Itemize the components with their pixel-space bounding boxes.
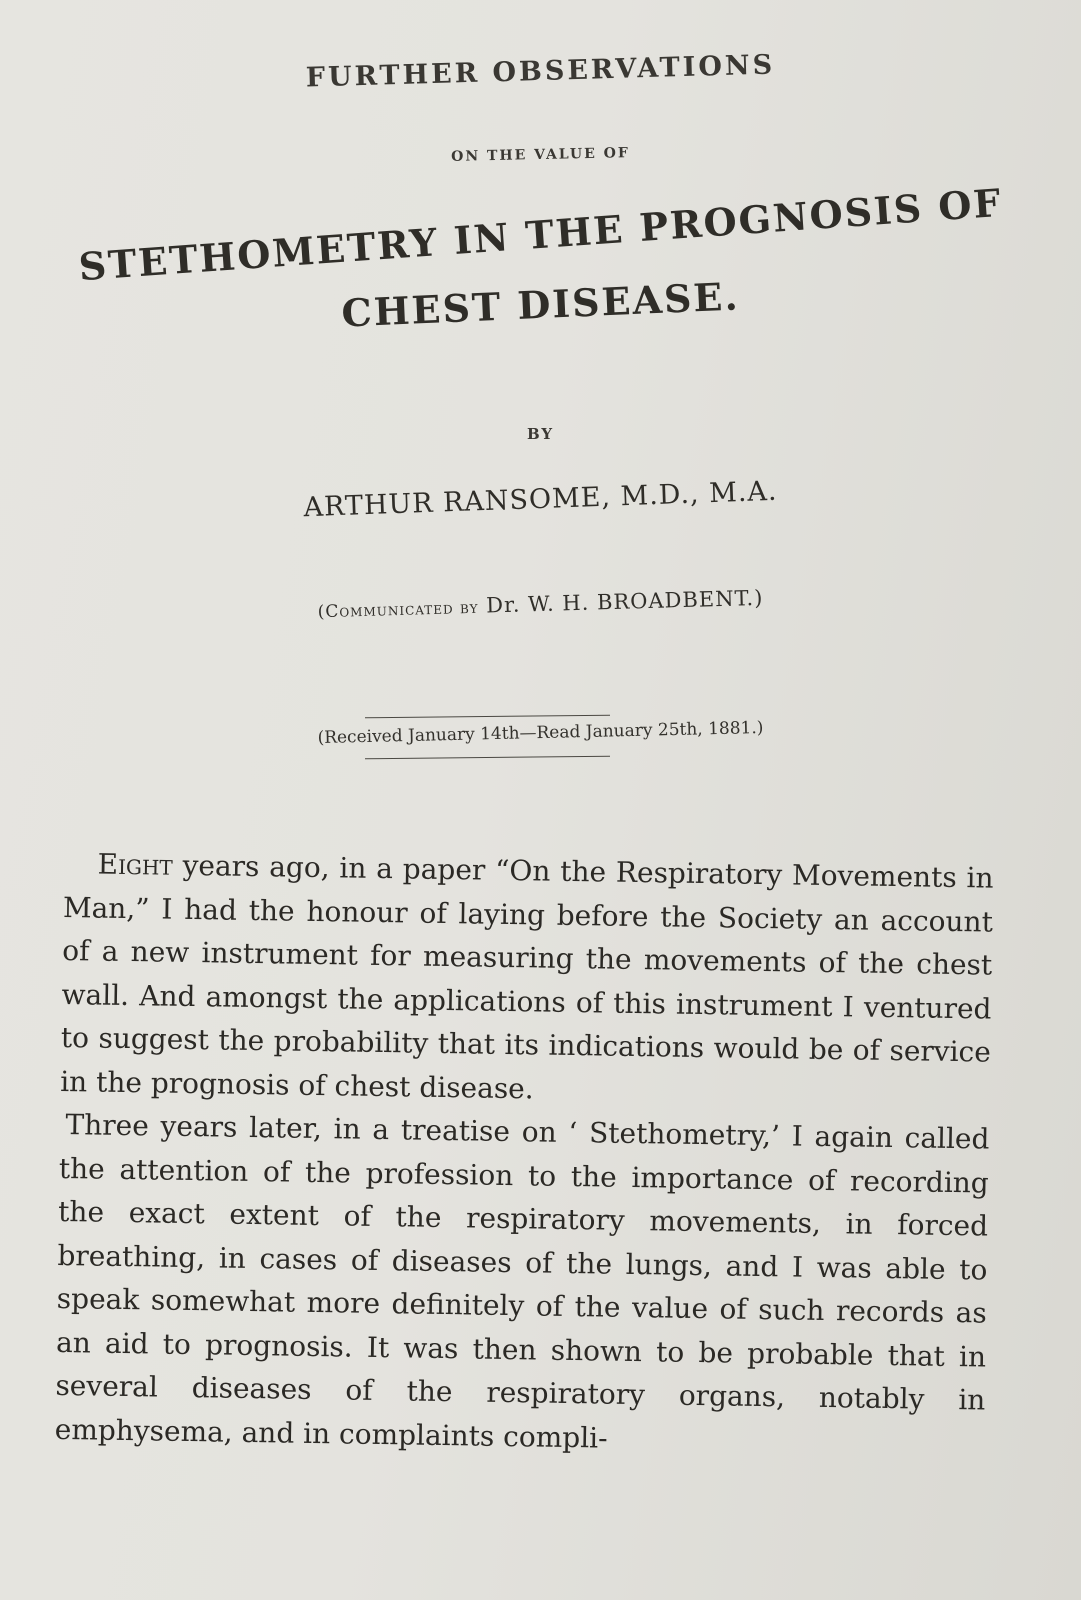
title-line-on-the-value-of: ON THE VALUE OF xyxy=(451,145,630,165)
communicated-prefix: (Communicated by xyxy=(317,597,479,623)
body-text xyxy=(54,842,993,1466)
paragraph-2 xyxy=(54,1103,989,1466)
paragraph-1 xyxy=(60,842,994,1118)
author-name: ARTHUR RANSOME, M.D., M.A. xyxy=(303,475,778,524)
paragraph-1-text: years ago, in a paper “On the Respiratory Movements in Man,” I had the honour of laying before the Society an account of a new instrument for measuring the movements of the chest wall. And amongst the applications of this instrument I ventured to suggest the probability that its indications would be of service in the prognosis of chest disease. xyxy=(59,848,994,1105)
communicated-by xyxy=(0,577,1081,631)
communicated-name: Dr. W. H. BROADBENT.) xyxy=(485,585,764,618)
title-line-further-observations: FURTHER OBSERVATIONS xyxy=(305,49,776,94)
rule-lower xyxy=(365,756,610,760)
rule-upper xyxy=(365,715,610,719)
title-line-stethometry: STETHOMETRY IN THE PROGNOSIS OF xyxy=(77,179,1004,290)
received-date: (Received January 14th—Read January 25th, 1881.) xyxy=(317,717,764,749)
title-line-chest-disease: CHEST DISEASE. xyxy=(340,273,741,336)
paragraph-2-text: Three years later, in a treatise on ‘ Stethometry,’ I again called the attention of the profession to the importance of recording the exact extent of the respiratory movements, in forced breathing, in cases of diseases of the lungs, and I was able to speak somewhat more definitely of the value of such records as an aid to prognosis. It was then shown to be probable that in several diseases of the respiratory organs, notably in emphysema, and in complaints compli- xyxy=(54,1108,990,1455)
paragraph-1-lead-word: Eight xyxy=(97,847,174,882)
byline-by: BY xyxy=(526,425,555,443)
